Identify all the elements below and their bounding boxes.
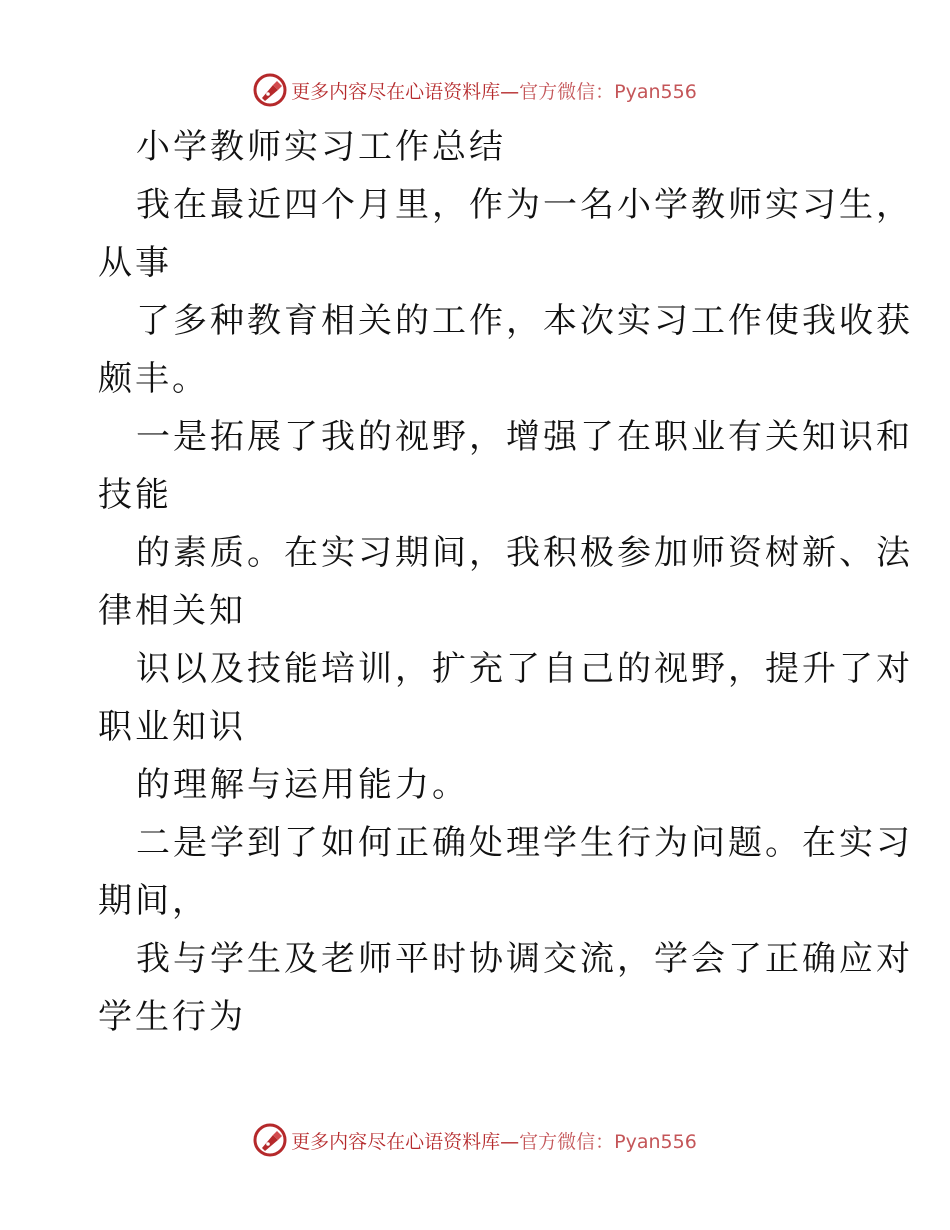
- paragraph-line: 颇丰。: [98, 359, 209, 399]
- paragraph-line: 从事: [98, 243, 172, 283]
- paragraph-line: 了多种教育相关的工作，本次实习工作使我收获: [136, 301, 913, 341]
- footer-watermark-banner: [0, 1120, 950, 1160]
- paragraph-line: 我与学生及老师平时协调交流，学会了正确应对: [136, 939, 913, 979]
- paragraph-line: 期间，: [98, 881, 209, 921]
- paragraph-line: 技能: [98, 475, 172, 515]
- banner-main-text: 更多内容尽在心语资料库—: [291, 80, 520, 103]
- paragraph-line: 的理解与运用能力。: [136, 765, 469, 805]
- fountain-pen-logo-icon: [253, 1123, 287, 1157]
- banner-main-text: 更多内容尽在心语资料库—: [291, 1130, 520, 1153]
- paragraph-line: 学生行为: [98, 997, 246, 1037]
- paragraph-line: 职业知识: [98, 707, 246, 747]
- banner-text: [291, 1127, 697, 1154]
- document-title: 小学教师实习工作总结: [136, 127, 506, 167]
- banner-wechat-text: 官方微信：Pyan556: [519, 1130, 697, 1153]
- paragraph-line: 二是学到了如何正确处理学生行为问题。在实习: [136, 823, 913, 863]
- header-watermark-banner: [0, 70, 950, 110]
- banner-text: [291, 77, 697, 104]
- paragraph-line: 一是拓展了我的视野，增强了在职业有关知识和: [136, 417, 913, 457]
- fountain-pen-logo-icon: [253, 73, 287, 107]
- banner-wechat-text: 官方微信：Pyan556: [519, 80, 697, 103]
- paragraph-line: 律相关知: [98, 591, 246, 631]
- paragraph-line: 识以及技能培训，扩充了自己的视野，提升了对: [136, 649, 913, 689]
- paragraph-line: 的素质。在实习期间，我积极参加师资树新、法: [136, 533, 913, 573]
- paragraph-line: 我在最近四个月里，作为一名小学教师实习生，: [136, 185, 913, 225]
